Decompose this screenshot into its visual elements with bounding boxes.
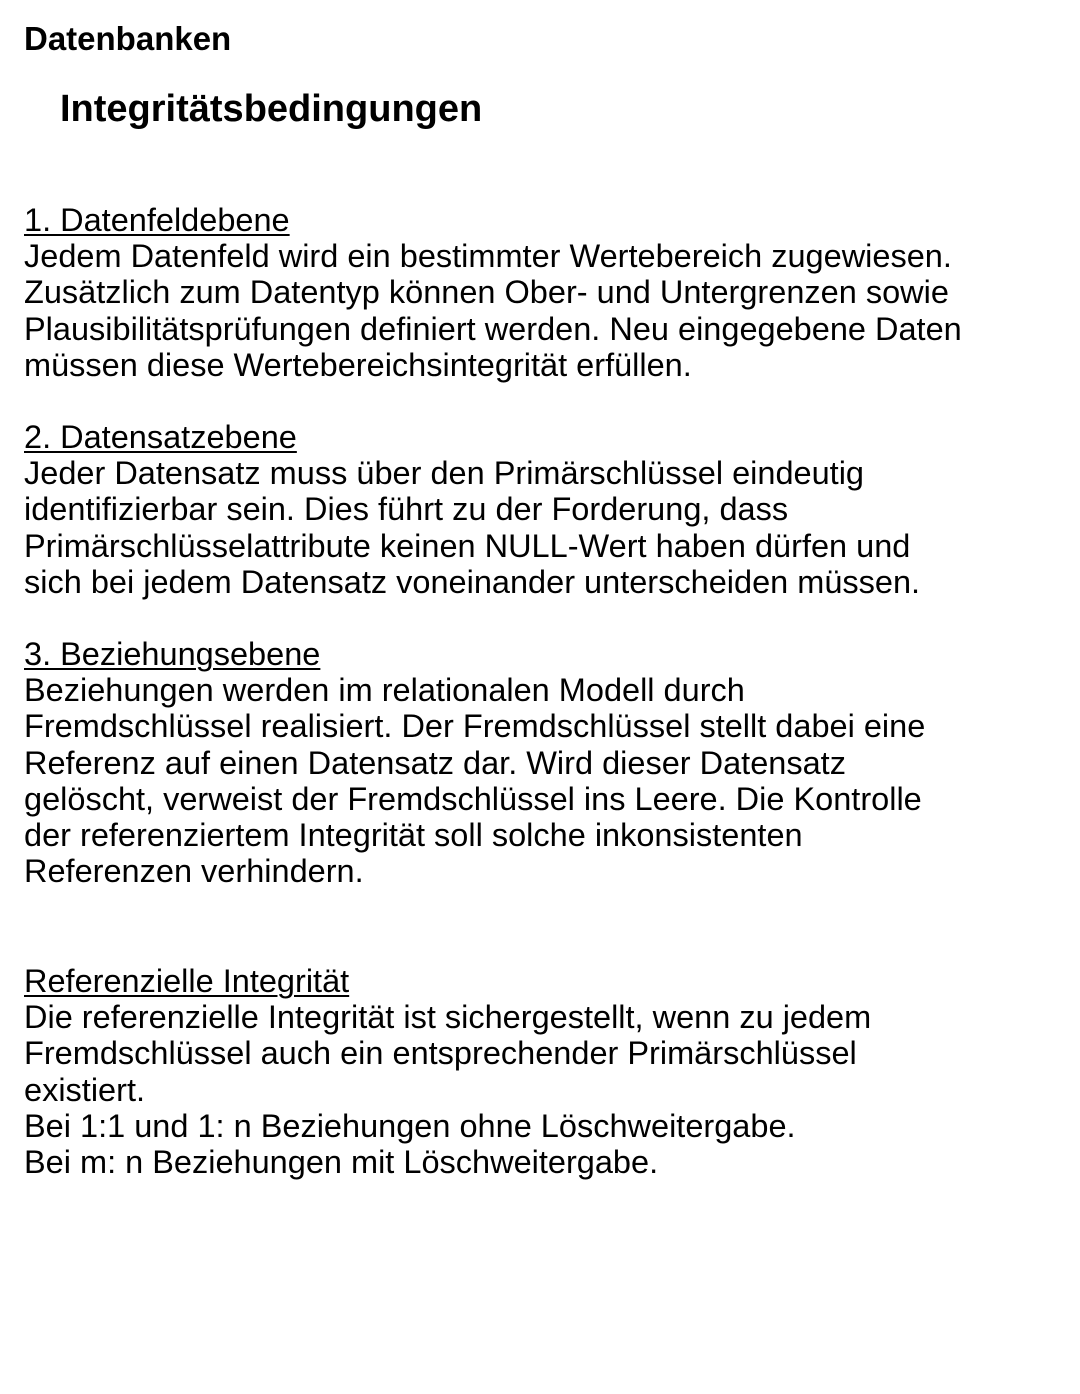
paragraph-line: Referenzen verhindern. [24,853,364,890]
section-datenfeldebene [24,202,962,383]
paragraph-line: existiert. [24,1071,146,1108]
paragraph-line: müssen diese Wertebereichsintegrität erfüllen. [24,346,692,383]
paragraph-line: Zusätzlich zum Datentyp können Ober- und Untergrenzen sowie [24,274,949,311]
paragraph-line: Bei m: n Beziehungen mit Löschweitergabe. [24,1144,659,1181]
paragraph-line: Jeder Datensatz muss über den Primärschlüssel eindeutig [24,455,865,492]
paragraph-line: sich bei jedem Datensatz voneinander unterscheiden müssen. [24,563,921,600]
paragraph-line: Jedem Datenfeld wird ein bestimmter Wertebereich zugewiesen. [24,238,952,275]
section-datensatzebene [24,419,920,600]
section-heading: 1. Datenfeldebene [24,202,290,238]
paragraph-line: Referenz auf einen Datensatz dar. Wird dieser Datensatz [24,744,846,781]
section-referenzielle-integritaet [24,963,871,1180]
page-title: Integritätsbedingungen [60,88,483,130]
paragraph-line: Primärschlüsselattribute keinen NULL-Wert haben dürfen und [24,527,911,564]
section-heading: Referenzielle Integrität [24,963,350,999]
paragraph-line: gelöscht, verweist der Fremdschlüssel ins Leere. Die Kontrolle [24,780,922,817]
paragraph-line: Bei 1:1 und 1: n Beziehungen ohne Löschweitergabe. [24,1107,796,1144]
section-beziehungsebene [24,636,925,889]
paragraph-line: der referenziertem Integrität soll solche inkonsistenten [24,817,803,854]
paragraph-line: Die referenzielle Integrität ist sichergestellt, wenn zu jedem [24,999,872,1036]
section-heading: 2. Datensatzebene [24,419,297,455]
paragraph-line: Fremdschlüssel auch ein entsprechender Primärschlüssel [24,1035,857,1072]
paragraph-line: Beziehungen werden im relationalen Modell durch [24,672,745,709]
paragraph-line: Fremdschlüssel realisiert. Der Fremdschlüssel stellt dabei eine [24,708,926,745]
paragraph-line: Plausibilitätsprüfungen definiert werden. Neu eingegebene Daten [24,310,962,347]
paragraph-line: identifizierbar sein. Dies führt zu der Forderung, dass [24,491,789,528]
section-heading: 3. Beziehungsebene [24,636,321,672]
subject-title: Datenbanken [24,20,232,57]
